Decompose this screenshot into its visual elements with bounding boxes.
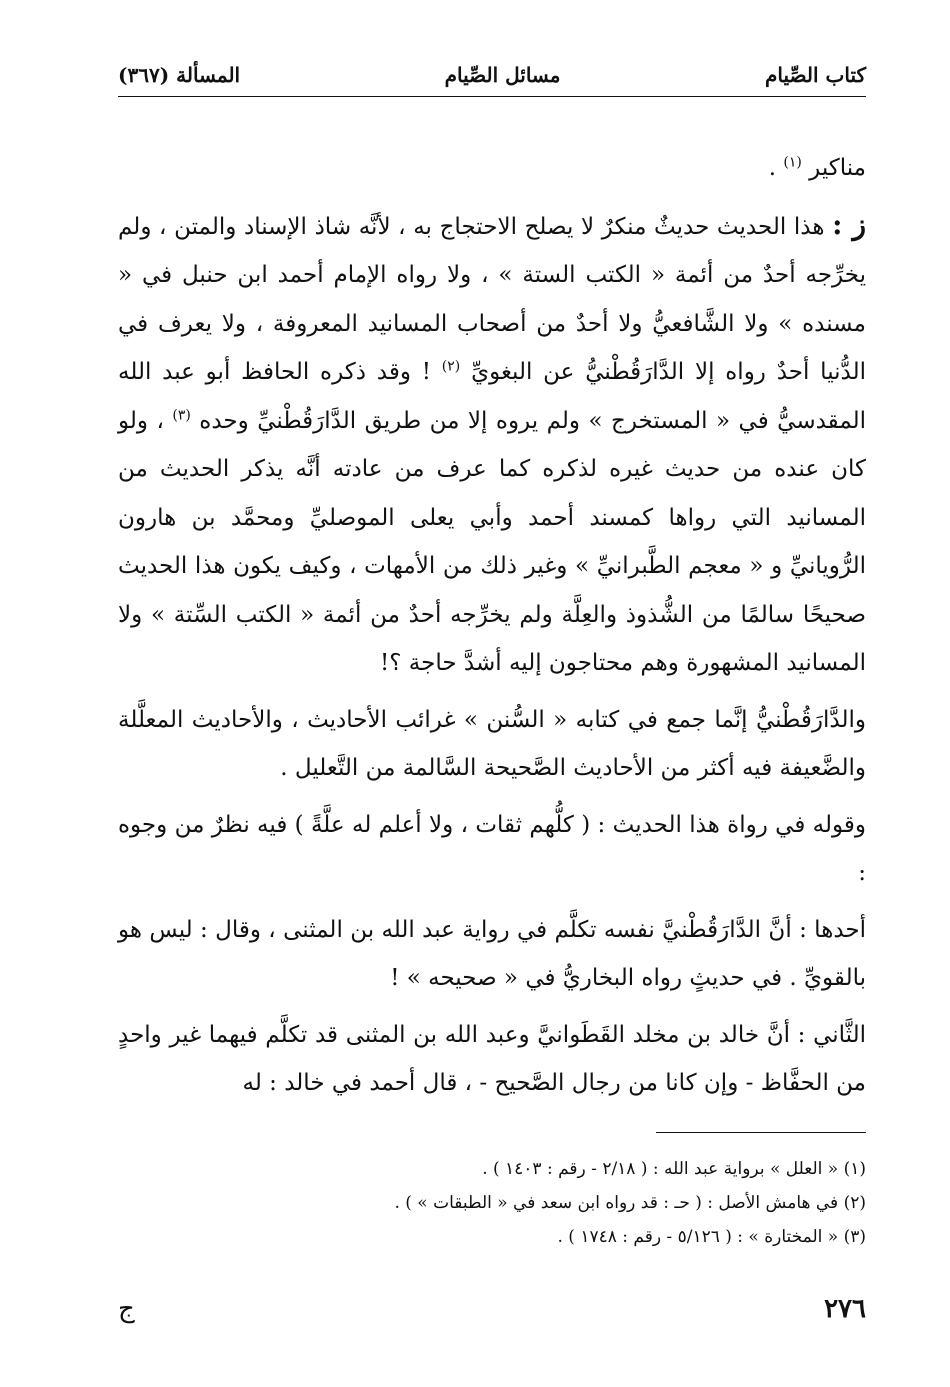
editor-marker: ز : bbox=[832, 207, 866, 241]
running-header bbox=[118, 58, 866, 92]
footnote-rule bbox=[656, 1132, 866, 1133]
signature-mark: ج bbox=[118, 1294, 135, 1324]
main-text bbox=[118, 144, 866, 1116]
section-title: مسائل الصِّيام bbox=[444, 63, 561, 87]
footnote: (١) « العلل » برواية عبد الله : ( ٢/١٨ - رقم : ١٤٠٣ ) . bbox=[482, 1159, 866, 1179]
header-rule bbox=[118, 96, 866, 97]
footnote-ref: (٣) bbox=[172, 406, 191, 423]
page-number: ٢٧٦ bbox=[824, 1294, 866, 1324]
paragraph: ز : هذا الحديث حديثٌ منكرٌ لا يصلح الاحتجاج به ، لأنَّه شاذ الإسناد والمتن ، ولم يخرِّجه أحدٌ من أئمة « الكتب الستة » ، ولا رواه الإمام أحمد ابن حنبل في « مسنده » ولا الشَّافعيُّ ولا أحدٌ من أصحاب المسانيد المعروفة ، ولا يعرف في الدُّنيا أحدٌ رواه إلا الدَّارَقُطْنيُّ عن البغويِّ $^{(٢)}$ ! وقد ذكره الحافظ أبو عبد الله المقدسيُّ في « المستخرج » ولم يروه إلا من طريق الدَّارَقُطْنيِّ وحده $^{(٣)}$ ، ولو كان عنده من حديث غيره لذكره كما عرف من عادته أنَّه يذكر الحديث من المسانيد التي رواها كمسند أحمد وأبي يعلى الموصليِّ ومحمَّد بن هارون الرُّويانيِّ و « معجم الطَّبرانيِّ » وغير ذلك من الأمهات ، وكيف يكون هذا الحديث صحيحًا سالمًا من الشُّذوذ والعِلَّة ولم يخرِّجه أحدٌ من أئمة « الكتب السِّتة » ولا المسانيد المشهورة وهم محتاجون إليه أشدَّ حاجة ؟! bbox=[118, 207, 867, 676]
paragraph: الثَّاني : أنَّ خالد بن مخلد القَطَوانيَّ وعبد الله بن المثنى قد تكلَّم فيهما غير واحدٍ من الحفَّاظ - وإن كانا من رجال الصَّحيح - ، قال أحمد في خالد : له bbox=[118, 1021, 866, 1096]
footnote-ref: (١) bbox=[783, 154, 802, 171]
issue-number: المسألة (٣٦٧) bbox=[118, 63, 241, 87]
paragraph: مناكير $^{(١)}$ . bbox=[768, 154, 866, 181]
book-page bbox=[118, 48, 866, 1348]
footnote: (٢) في هامش الأصل : ( حـ : قد رواه ابن سعد في « الطبقات » ) . bbox=[394, 1193, 866, 1213]
book-title: كتاب الصِّيام bbox=[765, 63, 866, 87]
footnote-ref: (٢) bbox=[441, 358, 461, 375]
footnote: (٣) « المختارة » : ( ٥/١٢٦ - رقم : ١٧٤٨ ) . bbox=[557, 1227, 866, 1247]
footnotes bbox=[118, 1152, 866, 1254]
paragraph: وقوله في رواة هذا الحديث : ( كلُّهم ثقات ، ولا أعلم له علَّةً ) فيه نظرٌ من وجوه : bbox=[118, 811, 866, 886]
paragraph: والدَّارَقُطْنيُّ إنَّما جمع في كتابه « السُّنن » غرائب الأحاديث ، والأحاديث المعلَّلة والضَّعيفة فيه أكثر من الأحاديث الصَّحيحة السَّالمة من التَّعليل . bbox=[118, 706, 866, 781]
paragraph: أحدها : أنَّ الدَّارَقُطْنيَّ نفسه تكلَّم في رواية عبد الله بن المثنى ، وقال : ليس هو بالقويِّ . في حديثٍ رواه البخاريُّ في « صحيحه » ! bbox=[118, 916, 866, 991]
